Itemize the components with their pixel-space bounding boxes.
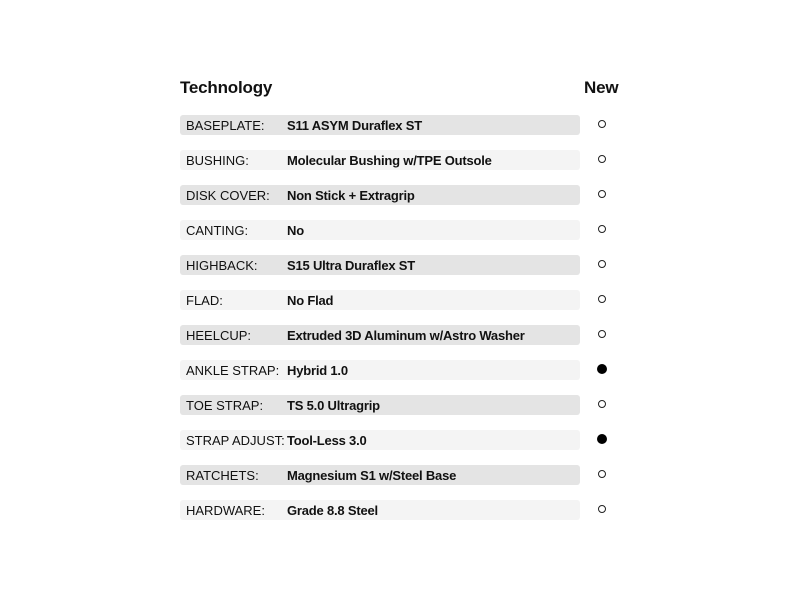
- new-indicator-empty-icon: [598, 155, 606, 163]
- spec-row: [180, 289, 625, 324]
- new-indicator-filled-icon: [597, 364, 607, 374]
- new-column-heading: New: [584, 78, 619, 97]
- spec-row: [180, 394, 625, 429]
- new-indicator-empty-icon: [598, 120, 606, 128]
- new-indicator-empty-icon: [598, 400, 606, 408]
- spec-row: [180, 499, 625, 534]
- spec-key: HEELCUP:: [186, 328, 252, 343]
- spec-key: RATCHETS:: [186, 468, 259, 483]
- spec-key: STRAP ADJUST:: [186, 433, 285, 448]
- spec-value: TS 5.0 Ultragrip: [287, 398, 380, 413]
- spec-value: S15 Ultra Duraflex ST: [287, 258, 416, 273]
- new-indicator-empty-icon: [598, 505, 606, 513]
- new-indicator-empty-icon: [598, 260, 606, 268]
- spec-value: Tool-Less 3.0: [287, 433, 367, 448]
- spec-row: [180, 219, 625, 254]
- spec-row: [180, 184, 625, 219]
- new-indicator-empty-icon: [598, 225, 606, 233]
- spec-key: BASEPLATE:: [186, 118, 265, 133]
- spec-value: Grade 8.8 Steel: [287, 503, 378, 518]
- new-indicator-empty-icon: [598, 295, 606, 303]
- spec-value: No: [287, 223, 304, 238]
- new-indicator-filled-icon: [597, 434, 607, 444]
- new-indicator-empty-icon: [598, 190, 606, 198]
- spec-key: ANKLE STRAP:: [186, 363, 280, 378]
- spec-key: CANTING:: [186, 223, 249, 238]
- spec-key: FLAD:: [186, 293, 223, 308]
- spec-key: DISK COVER:: [186, 188, 270, 203]
- spec-value: Magnesium S1 w/Steel Base: [287, 468, 457, 483]
- spec-row: [180, 324, 625, 359]
- spec-row-background: [180, 290, 580, 310]
- spec-row: [180, 114, 625, 149]
- spec-row: [180, 464, 625, 499]
- spec-key: HIGHBACK:: [186, 258, 258, 273]
- spec-row: [180, 429, 625, 464]
- spec-value: No Flad: [287, 293, 334, 308]
- spec-rows: [180, 114, 625, 534]
- spec-row: [180, 149, 625, 184]
- spec-row: [180, 359, 625, 394]
- spec-value: S11 ASYM Duraflex ST: [287, 118, 422, 133]
- spec-row: [180, 254, 625, 289]
- spec-value: Non Stick + Extragrip: [287, 188, 415, 203]
- spec-key: HARDWARE:: [186, 503, 265, 518]
- spec-value: Extruded 3D Aluminum w/Astro Washer: [287, 328, 525, 343]
- spec-value: Hybrid 1.0: [287, 363, 348, 378]
- spec-value: Molecular Bushing w/TPE Outsole: [287, 153, 492, 168]
- technology-spec-table: [180, 78, 625, 534]
- new-indicator-empty-icon: [598, 330, 606, 338]
- spec-key: TOE STRAP:: [186, 398, 264, 413]
- new-indicator-empty-icon: [598, 470, 606, 478]
- spec-key: BUSHING:: [186, 153, 249, 168]
- technology-heading: Technology: [180, 78, 273, 97]
- table-header: [180, 78, 625, 104]
